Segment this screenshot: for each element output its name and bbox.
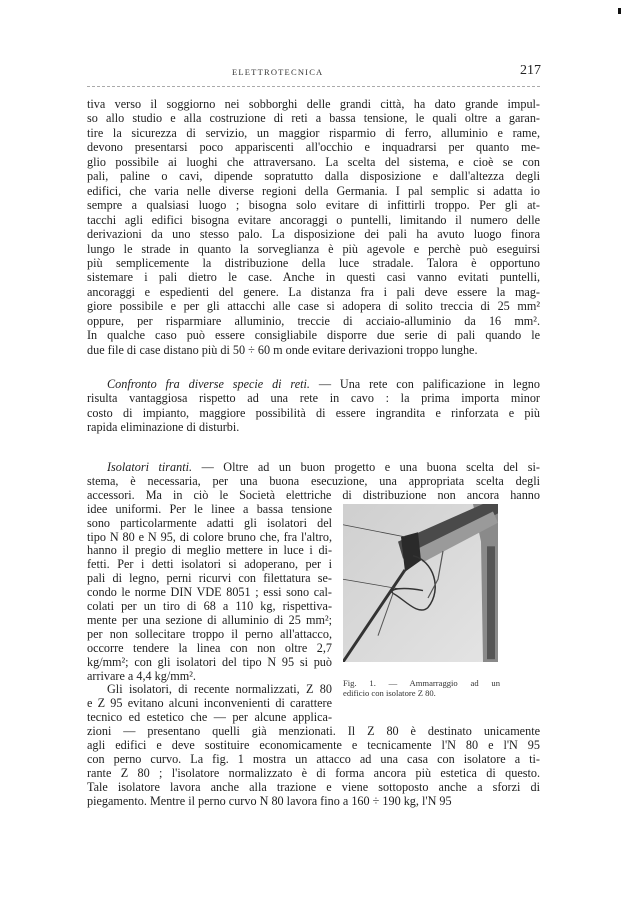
text-line: In qualche caso può essere consigliabile disporre due serie di pali quando le <box>87 328 540 343</box>
text-line-content: — Oltre ad un buon progetto e una buona scelta del si- <box>192 460 540 474</box>
text-line: pali, paline o cavi, dipende sopratutto dalla disposizione e dall'altezza degli <box>87 169 540 184</box>
text-line: costo di impianto, maggiore possibilità di essere ingrandita e rinforzata e più <box>87 405 540 420</box>
text-line: condo le norme DIN VDE 8051 ; essi sono cal- <box>87 585 332 600</box>
text-line: due file di case distano più di 50 ÷ 60 m onde evitare derivazioni troppo lunghe. <box>87 342 478 357</box>
text-line: glio possibile ai luoghi che attraversano. La scelta del sistema, e cioè se con <box>87 154 540 169</box>
text-line: Tale isolatore lavora anche alla trazione e viene sottoposto anche a sforzi di <box>87 779 540 794</box>
page-number: 217 <box>520 63 541 78</box>
text-line: lungo le strade in quanto la sorveglianza è più agevole e perchè può eseguirsi <box>87 241 540 256</box>
text-line: stema, è necessaria, per una buona esecuzione, una appropriata scelta degli <box>87 473 540 488</box>
text-line: oppure, per risparmiare alluminio, treccie di acciaio-alluminio da 16 mm². <box>87 313 540 328</box>
figure-caption-line: Fig. 1. — Ammarraggio ad un <box>343 678 500 688</box>
text-line: zioni — presentano quelli già menzionati. Il Z 80 è destinato unicamente <box>87 724 540 739</box>
section-heading: Confronto fra diverse specie di reti. <box>107 377 310 391</box>
text-line: e Z 95 evitano alcuni inconvenienti di carattere <box>87 696 332 711</box>
text-line: agli edifici e deve sostituire economicamente e tecnicamente l'N 80 e l'N 95 <box>87 738 540 752</box>
text-line: risulta vantaggiosa rispetto ad una rete in cavo : la prima importa minor <box>87 391 540 406</box>
text-line: idee uniformi. Per le linee a bassa tensione <box>87 501 332 516</box>
text-line: per non sollecitare troppo il perno all'attacco, <box>87 626 332 641</box>
text-line: edifici, che varia nelle diverse regioni della Germania. I pal semplic si adatta io <box>87 183 540 198</box>
scan-mark <box>618 8 621 14</box>
section-heading: Isolatori tiranti. <box>107 460 193 474</box>
text-line: so allo studio e alla costruzione di reti a bassa tensione, le quali oltre a garan- <box>87 111 540 126</box>
text-line: pali di legno, perni ricurvi con filettatura se- <box>87 571 332 586</box>
text-line: colati per un tiro di 68 a 110 kg, rispettiva- <box>87 599 332 613</box>
text-line <box>107 460 540 474</box>
text-line: arrivare a 4,4 kg/mm². <box>87 668 196 683</box>
text-line: tipo N 80 e N 95, di colore bruno che, fra l'altro, <box>87 529 332 544</box>
text-line: occorre tendere la linea con non oltre 2,7 <box>87 640 332 655</box>
text-line: tacchi agli edifici bisogna evitare ancoraggi o puntelli, limitando il numero delle <box>87 212 540 227</box>
text-line-content: — Una rete con palificazione in legno <box>309 377 540 391</box>
text-line: più semplicemente la distribuzione della luce stradale. Talora è opportuno <box>87 255 540 270</box>
text-line: tire la sicurezza di servizio, un maggior risparmio di ferro, alluminio e rame, <box>87 125 540 140</box>
text-line: sono particolarmente adatti gli isolatori del <box>87 515 332 530</box>
figure-photo <box>343 504 498 662</box>
text-line: ancoraggi e espedienti del genere. La distanza fra i pali deve essere la mag- <box>87 284 540 299</box>
text-line <box>107 377 540 391</box>
text-line: giore possibile e per gli attacchi alle case si adopera di solito treccia di 25 mm² <box>87 299 540 314</box>
text-line: sempre a qualsiasi luogo ; bisogna solo evitare di infittirli troppo. Per gli at- <box>87 198 540 213</box>
text-line: rante Z 80 ; l'isolatore normalizzato è di forma ancora più estetica di questo. <box>87 765 540 780</box>
header-rule <box>87 86 540 87</box>
text-line: mente per una sezione di alluminio di 25 mm²; <box>87 612 332 627</box>
text-line: piegamento. Mentre il perno curvo N 80 lavora fino a 160 ÷ 190 kg, l'N 95 <box>87 793 452 808</box>
text-line: hanno il pregio di meglio mettere in luce i di- <box>87 543 332 558</box>
text-line: devono presentarsi poco appariscenti all'occhio e inquadrarsi per quanto me- <box>87 140 540 155</box>
text-line: Gli isolatori, di recente normalizzati, Z 80 <box>107 682 332 697</box>
text-line: kg/mm²; con gli isolatori del tipo N 95 si può <box>87 654 332 669</box>
text-line: accessori. Ma in ciò le Società elettriche di distribuzione non ancora hanno <box>87 487 540 502</box>
text-line: rapida eliminazione di disturbi. <box>87 420 240 435</box>
running-title: ELETTROTECNICA <box>232 67 324 77</box>
text-line: tecnico ed estetico che — per alcune applica- <box>87 710 332 725</box>
text-line: derivazioni da uno stesso palo. La disposizione dei pali ha avuto luogo finora <box>87 227 540 242</box>
figure-caption-line: edificio con isolatore Z 80. <box>343 688 436 698</box>
text-line: fetti. Per i detti isolatori si adoperano, per i <box>87 557 332 572</box>
text-line: tiva verso il soggiorno nei sobborghi delle grandi città, ha dato grande impul- <box>87 97 540 111</box>
text-line: con perno curvo. La fig. 1 mostra un attacco ad una casa con isolatore a ti- <box>87 751 540 766</box>
text-line: sistemare i pali dietro le case. Anche in questi casi vanno evitati puntelli, <box>87 270 540 285</box>
